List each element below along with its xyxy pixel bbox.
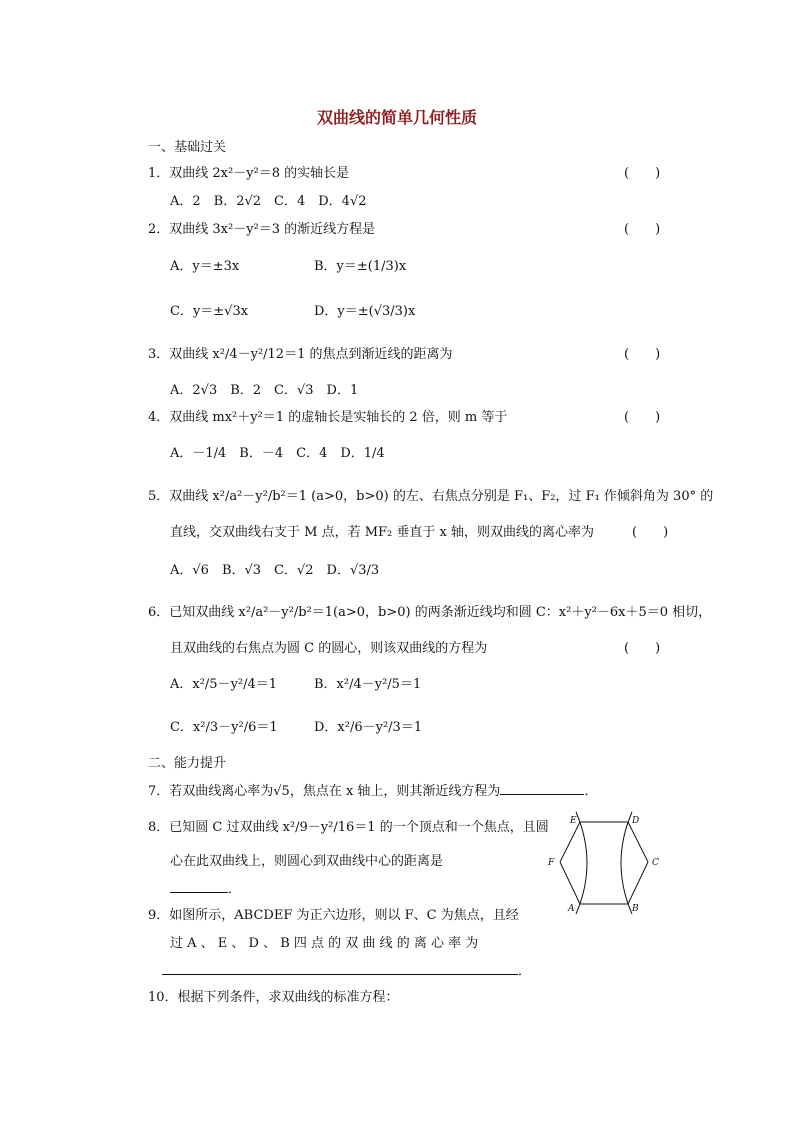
q6-option-b: B．x²/4－y²/5＝1	[314, 677, 422, 692]
q8-answer-line	[170, 880, 241, 898]
q7-answer-blank[interactable]	[500, 782, 584, 795]
q2-option-b: B．y＝±(1/3)x	[314, 259, 407, 274]
q8-stem-line1: 8．已知圆 C 过双曲线 x²/9－y²/16＝1 的一个顶点和一个焦点，且圆	[148, 820, 549, 835]
q2-option-a: A．y＝±3x	[170, 259, 240, 274]
edge-ef	[560, 822, 580, 862]
label-b: B	[632, 904, 639, 914]
q9-answer-line	[162, 962, 531, 980]
q5-options: A．√6 B．√3 C．√2 D．√3/3	[170, 563, 380, 578]
page-title: 双曲线的简单几何性质	[316, 108, 477, 127]
label-f: F	[548, 858, 555, 868]
q9-stem-line1: 9．如图所示，ABCDEF 为正六边形，则以 F、C 为焦点，且经	[148, 908, 519, 923]
q3-options: A．2√3 B．2 C．√3 D．1	[170, 383, 359, 398]
hexagon-hyperbola-figure	[540, 808, 668, 914]
q10-stem: 10．根据下列条件，求双曲线的标准方程：	[148, 990, 399, 1005]
edge-fa	[560, 862, 580, 904]
q3-stem: 3．双曲线 x²/4－y²/12＝1 的焦点到渐近线的距离为	[148, 347, 453, 362]
q2-stem: 2．双曲线 3x²－y²＝3 的渐近线方程是	[148, 222, 376, 237]
q6-stem-line1: 6．已知双曲线 x²/a²－y²/b²＝1(a>0，b>0) 的两条渐近线均和圆 C：x²＋y²－6x＋5＝0 相切，	[148, 605, 712, 620]
q6-option-d: D．x²/6－y²/3＝1	[314, 720, 423, 735]
edge-dc	[628, 822, 648, 862]
q8-stem-line2: 心在此双曲线上，则圆心到双曲线中心的距离是	[170, 854, 444, 869]
q8-end: ．	[228, 882, 242, 897]
q4-stem: 4．双曲线 mx²＋y²＝1 的虚轴长是实轴长的 2 倍，则 m 等于	[148, 410, 508, 425]
q9-end: ．	[518, 964, 532, 979]
q3-answer-paren: ( )	[624, 347, 661, 362]
q9-answer-blank[interactable]	[162, 962, 518, 975]
q4-answer-paren: ( )	[624, 410, 661, 425]
q2-option-d: D．y＝±(√3/3)x	[314, 304, 416, 319]
q4-options: A．－1/4 B．－4 C．4 D．1/4	[170, 446, 385, 461]
label-c: C	[652, 858, 659, 868]
q9-stem-line2: 过 A 、 E 、 D 、 B 四 点 的 双 曲 线 的 离 心 率 为	[170, 936, 479, 951]
q1-stem: 1．双曲线 2x²－y²＝8 的实轴长是	[148, 166, 350, 181]
q5-stem-line1: 5．双曲线 x²/a²－y²/b²＝1 (a>0，b>0) 的左、右焦点分别是 F₁、F₂，过 F₁ 作倾斜角为 30° 的	[148, 489, 714, 504]
q5-answer-paren: ( )	[632, 525, 669, 540]
q8-answer-blank[interactable]	[170, 880, 228, 893]
q6-option-c: C．x²/3－y²/6＝1	[170, 720, 278, 735]
section-basic: 一、基础过关	[148, 140, 227, 155]
edge-cb	[628, 862, 648, 904]
q6-option-a: A．x²/5－y²/4＝1	[170, 677, 278, 692]
q1-options: A．2 B．2√2 C．4 D．4√2	[170, 194, 367, 209]
q6-stem-line2: 且双曲线的右焦点为圆 C 的圆心，则该双曲线的方程为	[170, 641, 488, 656]
label-a: A	[568, 904, 575, 914]
label-e: E	[570, 816, 577, 826]
q2-answer-paren: ( )	[624, 222, 661, 237]
section-advanced: 二、能力提升	[148, 756, 227, 771]
q6-answer-paren: ( )	[624, 641, 661, 656]
q5-stem-line2: 直线，交双曲线右支于 M 点，若 MF₂ 垂直于 x 轴，则双曲线的离心率为	[170, 525, 594, 540]
q7-end: ．	[584, 784, 598, 799]
q7-stem: 7．若双曲线离心率为√5，焦点在 x 轴上，则其渐近线方程为	[148, 784, 501, 799]
q7-line	[148, 782, 597, 800]
label-d: D	[632, 816, 640, 826]
q2-option-c: C．y＝±√3x	[170, 304, 249, 319]
q1-answer-paren: ( )	[624, 166, 661, 181]
